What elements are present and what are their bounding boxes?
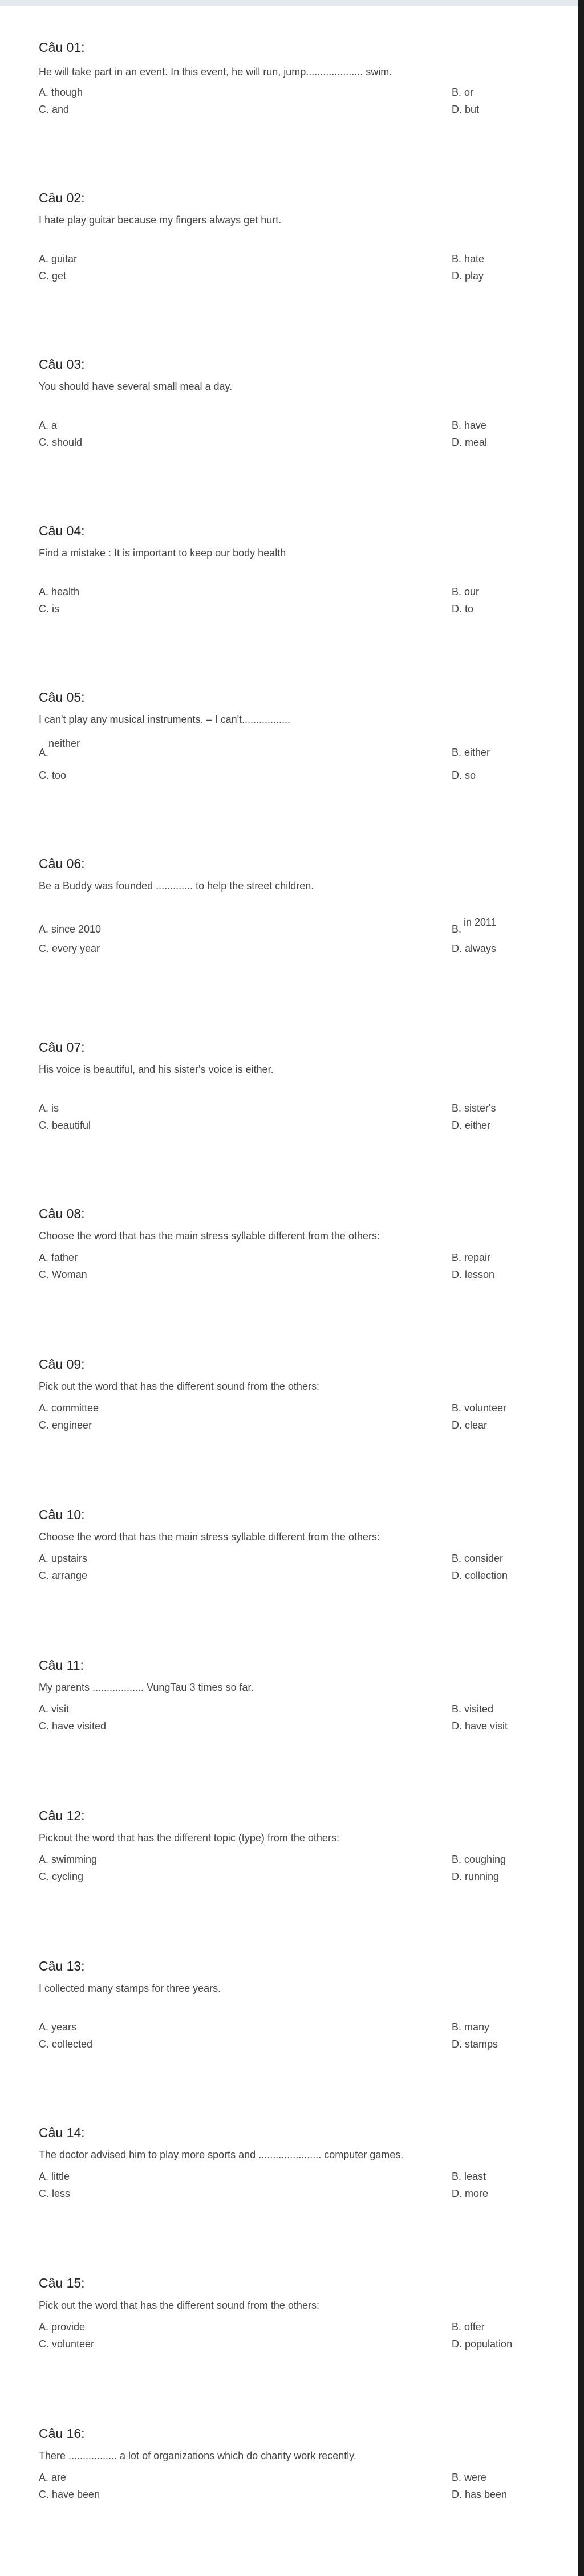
option-a[interactable]: A. is [39, 1102, 59, 1114]
option-b[interactable]: B. or [452, 87, 474, 98]
question-prompt: The doctor advised him to play more sports and ...................... computer games. [39, 2149, 404, 2160]
question-prompt: Find a mistake : It is important to keep our body health [39, 547, 286, 559]
question-title: Câu 04: [39, 523, 85, 538]
question-03 [39, 357, 529, 448]
option-c[interactable]: C. arrange [39, 1570, 88, 1581]
option-c[interactable]: C. cycling [39, 1871, 84, 1882]
question-title: Câu 13: [39, 1959, 85, 1973]
option-d[interactable]: D. to [452, 603, 474, 615]
option-d[interactable]: D. has been [452, 2489, 508, 2500]
option-a[interactable]: A. visit [39, 1703, 70, 1715]
option-c[interactable]: C. have been [39, 2489, 100, 2500]
question-prompt: His voice is beautiful, and his sister's voice is either. [39, 1064, 274, 1075]
question-title: Câu 12: [39, 1808, 85, 1823]
question-title: Câu 09: [39, 1357, 85, 1372]
option-c[interactable]: C. engineer [39, 1419, 92, 1431]
option-b[interactable]: B. sister's [452, 1102, 496, 1114]
option-d[interactable]: D. running [452, 1871, 500, 1882]
question-12 [39, 1808, 529, 1882]
option-c[interactable]: C. beautiful [39, 1120, 91, 1131]
option-c[interactable]: C. volunteer [39, 2338, 95, 2350]
question-prompt: Choose the word that has the main stress syllable different from the others: [39, 1230, 380, 1242]
option-d[interactable]: D. so [452, 770, 476, 781]
option-c[interactable]: C. Woman [39, 1269, 87, 1280]
option-d[interactable]: D. but [452, 104, 480, 115]
option-c[interactable]: C. every year [39, 943, 100, 954]
option-a[interactable]: A. upstairs [39, 1553, 88, 1564]
option-d[interactable]: D. have visit [452, 1720, 508, 1732]
top-bar [0, 0, 584, 6]
option-a-word: neither [48, 738, 80, 749]
question-08 [39, 1206, 529, 1280]
question-prompt: Pick out the word that has the different sound from the others: [39, 2300, 319, 2311]
question-prompt: Choose the word that has the main stress syllable different from the others: [39, 1531, 380, 1543]
question-09 [39, 1357, 529, 1431]
option-d[interactable]: D. play [452, 270, 484, 282]
option-a[interactable]: A. a [39, 420, 58, 431]
option-a-prefix: A. [39, 747, 49, 758]
option-a[interactable]: A. are [39, 2472, 67, 2483]
option-c[interactable]: C. get [39, 270, 67, 282]
question-title: Câu 06: [39, 856, 85, 871]
question-title: Câu 14: [39, 2125, 85, 2140]
option-c[interactable]: C. should [39, 437, 83, 448]
question-prompt: Pick out the word that has the different sound from the others: [39, 1381, 319, 1392]
question-title: Câu 16: [39, 2426, 85, 2441]
option-b[interactable]: B. our [452, 586, 480, 597]
question-title: Câu 15: [39, 2276, 85, 2290]
option-a[interactable]: A. little [39, 2171, 70, 2182]
question-04 [39, 523, 529, 615]
option-d[interactable]: D. clear [452, 1419, 488, 1431]
option-c[interactable]: C. and [39, 104, 70, 115]
option-c[interactable]: C. too [39, 770, 67, 781]
question-prompt: I collected many stamps for three years. [39, 1983, 221, 1994]
option-c[interactable]: C. less [39, 2188, 71, 2199]
question-prompt: Pickout the word that has the different topic (type) from the others: [39, 1832, 339, 1844]
option-b[interactable]: B. least [452, 2171, 486, 2182]
option-b[interactable]: B. offer [452, 2321, 485, 2333]
option-b[interactable]: B. repair [452, 1252, 491, 1263]
question-14 [39, 2125, 529, 2199]
question-16 [39, 2426, 529, 2500]
question-title: Câu 05: [39, 690, 85, 705]
option-d[interactable]: D. meal [452, 437, 488, 448]
option-b-word: in 2011 [464, 917, 497, 928]
option-d[interactable]: D. either [452, 1120, 491, 1131]
option-a[interactable]: A. years [39, 2021, 77, 2033]
scrollbar[interactable] [578, 0, 584, 2576]
option-b[interactable]: B. have [452, 420, 487, 431]
option-b-prefix: B. [452, 923, 462, 935]
option-b[interactable]: B. consider [452, 1553, 504, 1564]
option-b[interactable] [452, 917, 497, 935]
option-b[interactable]: B. visited [452, 1703, 494, 1715]
option-d[interactable]: D. stamps [452, 2038, 498, 2050]
question-title: Câu 03: [39, 357, 85, 372]
question-title: Câu 08: [39, 1206, 85, 1221]
option-c[interactable]: C. is [39, 603, 59, 615]
option-b[interactable]: B. many [452, 2021, 490, 2033]
option-d[interactable]: D. population [452, 2338, 513, 2350]
option-b[interactable]: B. were [452, 2472, 487, 2483]
question-title: Câu 07: [39, 1040, 85, 1055]
question-prompt: I can't play any musical instruments. – I can't................. [39, 714, 291, 725]
question-05 [39, 690, 529, 781]
question-prompt: He will take part in an event. In this event, he will run, jump.................... swim. [39, 66, 392, 78]
question-07 [39, 1040, 529, 1131]
option-a[interactable]: A. committee [39, 1402, 99, 1414]
question-title: Câu 10: [39, 1507, 85, 1522]
question-prompt: My parents .................. VungTau 3 times so far. [39, 1682, 254, 1693]
option-a[interactable]: A. though [39, 87, 83, 98]
question-10 [39, 1507, 529, 1581]
option-a[interactable]: A. father [39, 1252, 78, 1263]
option-b[interactable]: B. hate [452, 253, 485, 264]
question-15 [39, 2276, 529, 2350]
question-02 [39, 190, 529, 282]
question-title: Câu 11: [39, 1658, 84, 1672]
question-11 [39, 1658, 529, 1732]
question-prompt: There ................. a lot of organizations which do charity work recently. [39, 2450, 356, 2461]
question-13 [39, 1959, 529, 2050]
question-prompt: I hate play guitar because my fingers always get hurt. [39, 214, 282, 226]
question-01 [39, 40, 529, 115]
option-d[interactable]: D. always [452, 943, 497, 954]
option-a[interactable] [39, 738, 80, 758]
option-c[interactable]: C. collected [39, 2038, 93, 2050]
question-prompt: You should have several small meal a day. [39, 381, 233, 392]
option-a[interactable]: A. guitar [39, 253, 78, 264]
option-c[interactable]: C. have visited [39, 1720, 107, 1732]
option-a[interactable]: A. health [39, 586, 80, 597]
option-d[interactable]: D. lesson [452, 1269, 495, 1280]
question-title: Câu 02: [39, 190, 85, 205]
option-a[interactable]: A. since 2010 [39, 923, 102, 935]
option-b[interactable]: B. either [452, 747, 490, 758]
question-prompt: Be a Buddy was founded ............. to help the street children. [39, 880, 314, 892]
question-title: Câu 01: [39, 40, 85, 55]
option-b[interactable]: B. volunteer [452, 1402, 507, 1414]
option-d[interactable]: D. more [452, 2188, 489, 2199]
question-06 [39, 856, 529, 954]
option-b[interactable]: B. coughing [452, 1854, 506, 1865]
option-d[interactable]: D. collection [452, 1570, 508, 1581]
option-a[interactable]: A. provide [39, 2321, 86, 2333]
option-a[interactable]: A. swimming [39, 1854, 98, 1865]
